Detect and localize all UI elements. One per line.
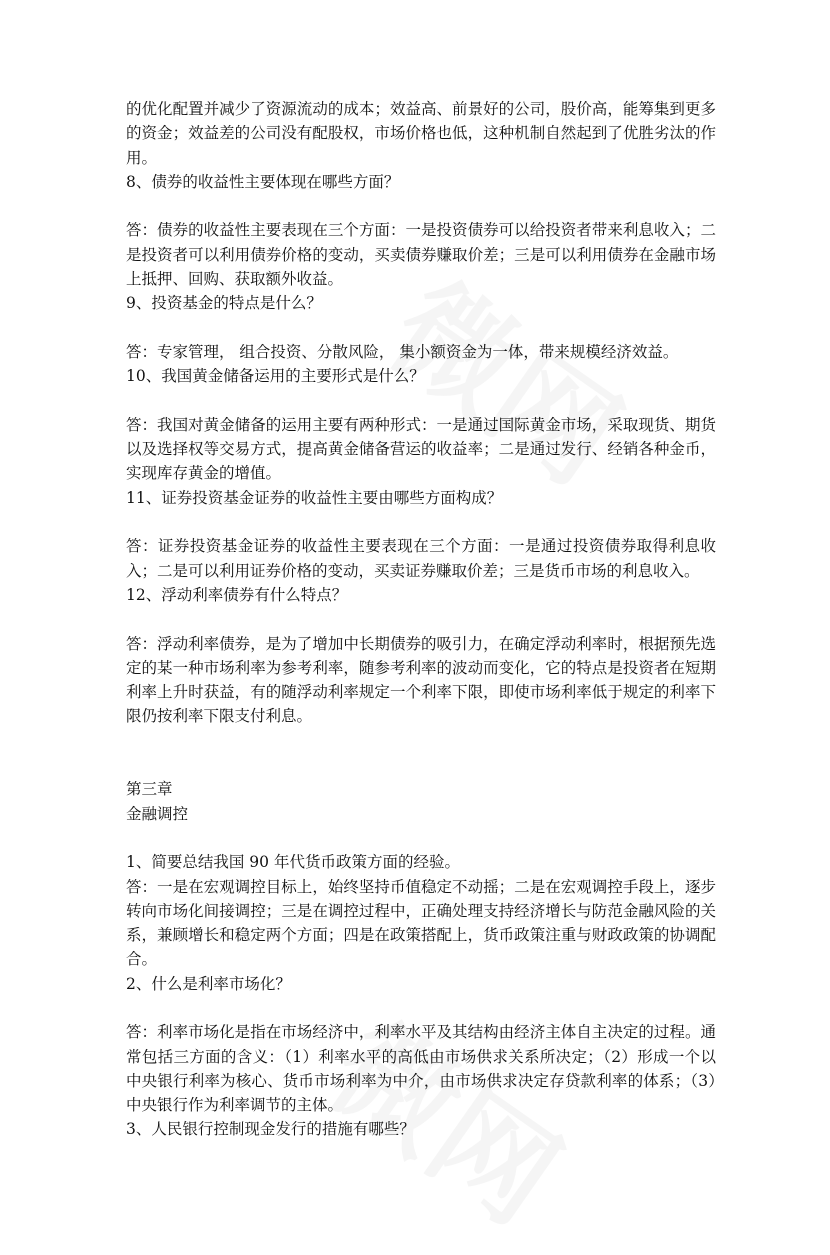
- answer-12: 答：浮动利率债券，是为了增加中长期债券的吸引力，在确定浮动利率时，根据预先选定的某一种市场利率为参考利率，随参考利率的波动而变化，它的特点是投资者在短期利率上升时获益，有的随浮动利率规定一个利率下限，即使市场利率低于规定的利率下限仍按利率下限支付利息。: [126, 634, 716, 726]
- answer-10: 答：我国对黄金储备的运用主要有两种形式：一是通过国际黄金市场，采取现货、期货以及选择权等交易方式，提高黄金储备营运的收益率；二是通过发行、经销各种金币，实现库存黄金的增值。: [126, 415, 716, 483]
- chapter-answer-1: 答：一是在宏观调控目标上，始终坚持币值稳定不动摇；二是在宏观调控手段上，逐步转向市场化间接调控；三是在调控过程中，正确处理支持经济增长与防范金融风险的关系，兼顾增长和稳定两个方面；四是在政策搭配上，货币政策注重与财政政策的协调配合。: [126, 877, 716, 969]
- chapter-question-3: 3、人民银行控制现金发行的措施有哪些？: [126, 1120, 415, 1139]
- chapter-question-1: 1、简要总结我国 90 年代货币政策方面的经验。: [126, 853, 460, 872]
- question-12: 12、浮动利率债券有什么特点？: [126, 585, 348, 604]
- question-11: 11、证券投资基金证券的收益性主要由哪些方面构成？: [126, 488, 503, 507]
- question-8: 8、债券的收益性主要体现在哪些方面？: [126, 172, 400, 191]
- answer-11: 答：证券投资基金证券的收益性主要表现在三个方面：一是通过投资债券取得利息收入；二是可以利用证券价格的变动，买卖证券赚取价差；三是货币市场的利息收入。: [126, 537, 716, 580]
- paragraph-continued: 的优化配置并减少了资源流动的成本；效益高、前景好的公司，股价高，能筹集到更多的资金；效益差的公司没有配股权，市场价格也低，这种机制自然起到了优胜劣汰的作用。: [126, 100, 716, 167]
- chapter-question-2: 2、什么是利率市场化？: [126, 974, 291, 993]
- chapter-heading: 第三章: [126, 780, 173, 799]
- question-10: 10、我国黄金储备运用的主要形式是什么？: [126, 367, 425, 386]
- answer-9: 答：专家管理， 组合投资、分散风险， 集小额资金为一体，带来规模经济效益。: [126, 342, 679, 361]
- question-9: 9、投资基金的特点是什么？: [126, 294, 322, 313]
- answer-8: 答：债券的收益性主要表现在三个方面：一是投资债券可以给投资者带来利息收入；二是投资者可以利用债券价格的变动，买卖债券赚取价差；三是可以利用债券在金融市场上抵押、回购、获取额外收益。: [126, 221, 716, 289]
- chapter-answer-2: 答：利率市场化是指在市场经济中，利率水平及其结构由经济主体自主决定的过程。通常包括三方面的含义：（1）利率水平的高低由市场供求关系所决定；（2）形成一个以中央银行利率为核心、货币市场利率为中介，由市场供求决定存贷款利率的体系；（3）中央银行作为利率调节的主体。: [126, 1023, 716, 1115]
- chapter-title: 金融调控: [126, 804, 189, 823]
- document-body: [126, 97, 716, 1142]
